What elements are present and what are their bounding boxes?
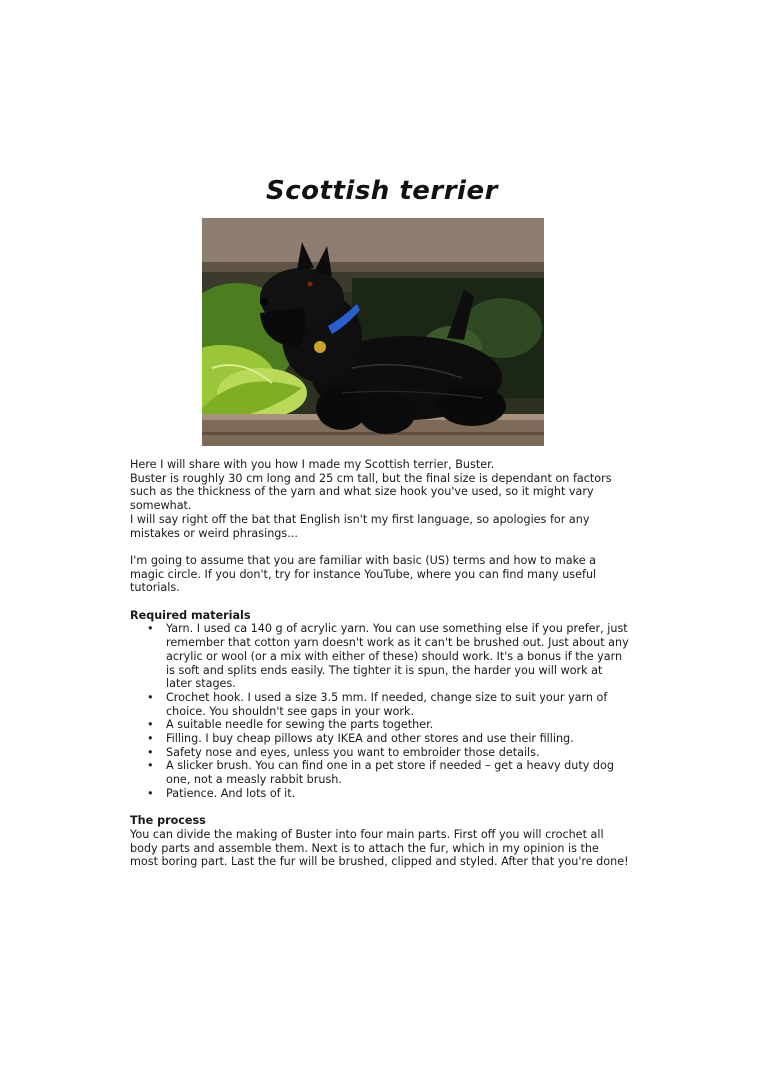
list-item: • Yarn. I used ca 140 g of acrylic yarn. You can use something else if you prefer, just remember that cotton yarn doesn't work as it can't be brushed out. Just about any acrylic or wool (or a mix with either of these) should work. It's a bonus if the yarn is soft and splits ends easily. The tighter it is spun, the harder you will work at later stages. (166, 622, 630, 691)
materials-list (130, 622, 630, 800)
list-item: • Filling. I buy cheap pillows aty IKEA and other stores and use their filling. (166, 732, 630, 746)
list-item: • Safety nose and eyes, unless you want to embroider those details. (166, 746, 630, 760)
page-title: Scottish terrier (266, 176, 498, 206)
intro-line-3: I will say right off the bat that English isn't my first language, so apologies for any mistakes or weird phrasings... (130, 512, 590, 540)
process-heading: The process (130, 814, 206, 828)
list-item: • A suitable needle for sewing the parts together. (166, 718, 630, 732)
assumption-paragraph: I'm going to assume that you are familiar with basic (US) terms and how to make a magic circle. If you don't, try for instance YouTube, where you can find many useful tutorials. (130, 553, 597, 595)
dog-photo (202, 218, 544, 446)
materials-heading: Required materials (130, 608, 251, 622)
list-item: • A slicker brush. You can find one in a pet store if needed – get a heavy duty dog one, not a measly rabbit brush. (166, 759, 630, 786)
intro-line-1: Here I will share with you how I made my Scottish terrier, Buster. (130, 458, 495, 471)
process-paragraph: You can divide the making of Buster into four main parts. First off you will crochet all body parts and assemble them. Next is to attach the fur, which in my opinion is the most boring part. Last the fur will be brushed, clipped and styled. After that you're done! (130, 827, 629, 869)
list-item: • Patience. And lots of it. (166, 787, 630, 801)
document-body (130, 458, 630, 869)
intro-line-2: Buster is roughly 30 cm long and 25 cm tall, but the final size is dependant on factors such as the thickness of the yarn and what size hook you've used, so it might vary somewhat. (130, 471, 612, 513)
list-item: • Crochet hook. I used a size 3.5 mm. If needed, change size to suit your yarn of choice. You shouldn't see gaps in your work. (166, 691, 630, 718)
